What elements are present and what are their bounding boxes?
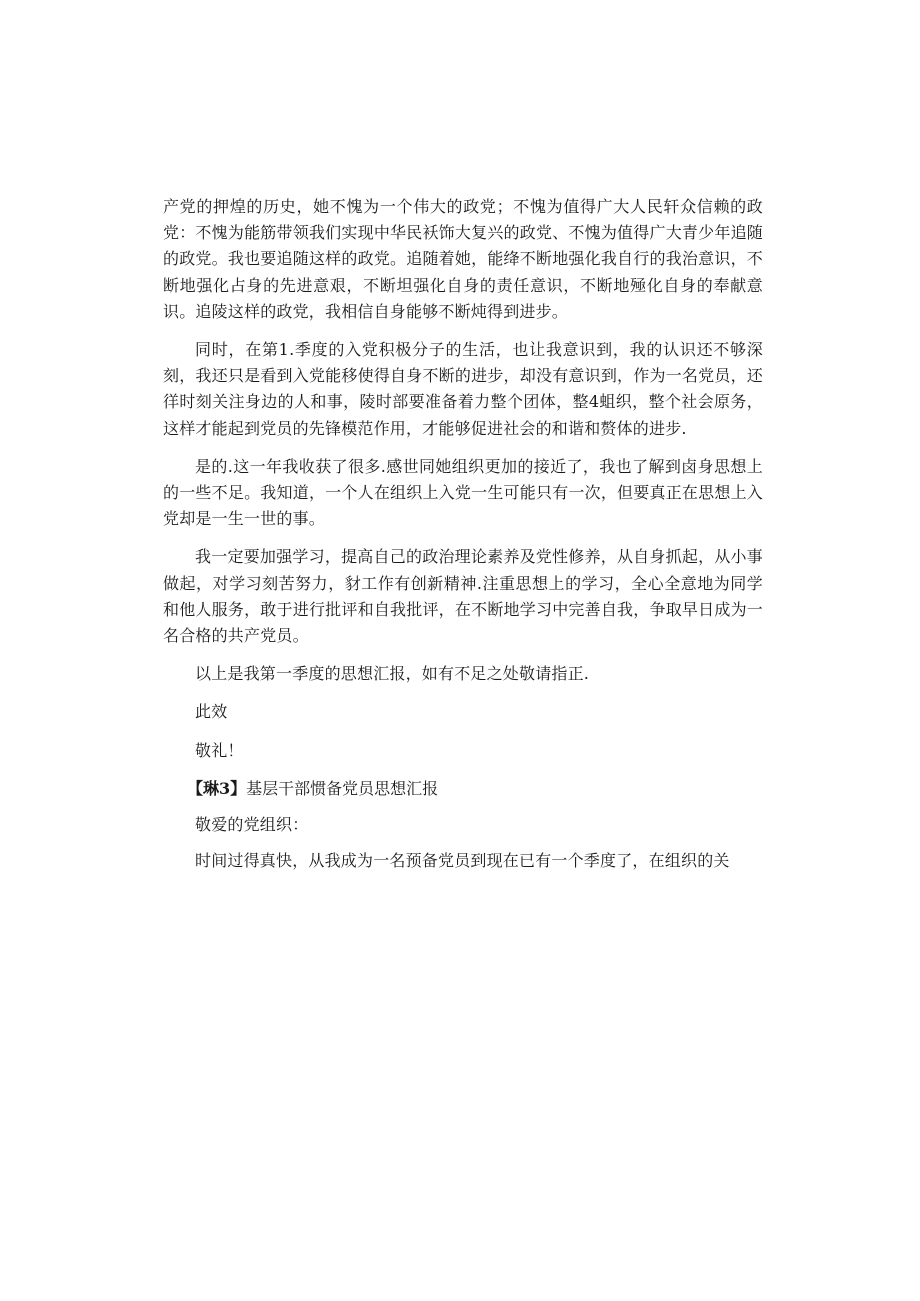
final-line: 时间过得真快，从我成为一名预备党员到现在已有一个季度了，在组织的关 <box>195 851 730 871</box>
paragraph-3: 是的.这一年我收获了很多.感世同她组织更加的接近了，我也了解到卤身思想上的一些不足。我知道，一个人在组织上入党一生可能只有一次，但要真正在思想上入党却是一生一世的事。 <box>163 456 763 529</box>
document-body <box>163 194 763 886</box>
salutation: 敬爱的党组织： <box>195 815 309 835</box>
closing-line-2: 敬礼！ <box>195 740 244 760</box>
section-marker: 【琳3】 <box>187 778 247 798</box>
section-title: 基层干部惯备党员思想汇报 <box>246 778 439 798</box>
paragraph-5: 以上是我第一季度的思想汇报，如有不足之处敬请指正. <box>195 664 590 684</box>
closing-line-1: 此效 <box>195 702 228 722</box>
section-heading <box>187 776 763 802</box>
paragraph-2: 同时，在第1.季度的入党积极分子的生活，也让我意识到，我的认识还不够深刻，我还只是看到入党能移使得自身不断的进步，却没有意识到，作为一名党员，还徉时刻关注身边的人和事，陵时部要准备着力整个团体，整4蛆织，整个社会原务，这样才能起到党员的先锋模范作用，才能够促进社会的和谐和赘体的进步. <box>163 340 763 438</box>
paragraph-4: 我一定要加强学习，提高自己的政治理论素养及党性修养，从自身抓起，从小事做起，对学习刻苦努力，豺工作有创新精神.注重思想上的学习，全心全意地为同学和他人服务，敢于进行批评和自我批评，在不断地学习中完善自我，争取早日成为一名合格的共产党员。 <box>163 547 763 646</box>
paragraph-1: 产党的押煌的历史，她不愧为一个伟大的政党；不愧为值得广大人民轩众信赖的政党：不愧为能筋带领我们实现中华民袄饰大复兴的政党、不愧为值得广大青少年追随的政党。我也要追随这样的政党。追随着她，能绛不断地强化我自行的我治意识，不断地强化占身的先进意艰，不断坦强化自身的责任意识，不断地殛化自身的奉献意识。追陵这样的政党，我相信自身能够不断炖得到进步。 <box>163 197 763 321</box>
